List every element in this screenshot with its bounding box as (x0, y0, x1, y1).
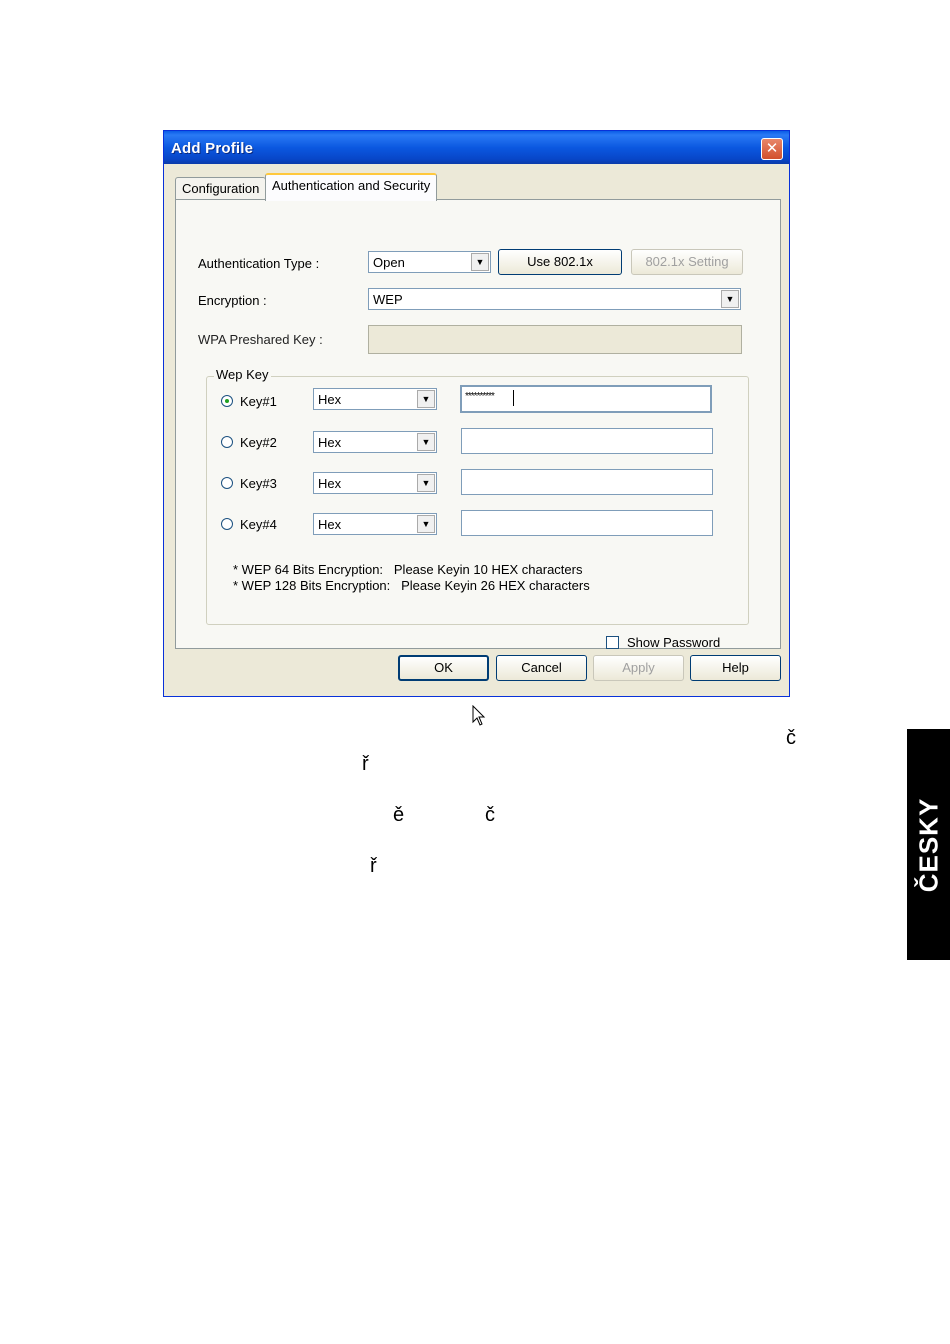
key4-format-select[interactable] (313, 513, 437, 535)
show-password-label: Show Password (627, 635, 721, 650)
wpa-preshared-key-input[interactable] (368, 325, 742, 354)
chevron-down-icon[interactable]: ▼ (417, 474, 435, 492)
apply-button[interactable]: Apply (593, 655, 684, 681)
key2-label: Key#2 (240, 435, 277, 450)
close-icon: ✕ (765, 140, 779, 157)
tab-authentication-security[interactable]: Authentication and Security (265, 173, 437, 201)
page-char: ř (362, 753, 369, 775)
dialog-client (167, 164, 786, 695)
key3-label: Key#3 (240, 476, 277, 491)
language-side-tab (907, 729, 950, 960)
page-char: č (786, 727, 796, 749)
key2-format-value: Hex (318, 435, 342, 450)
use-8021x-button[interactable]: Use 802.1x (498, 249, 622, 275)
close-button[interactable] (761, 138, 783, 160)
key3-input[interactable] (461, 469, 713, 495)
wep128-note: * WEP 128 Bits Encryption: Please Keyin 26 HEX characters (233, 578, 590, 593)
encryption-select[interactable] (368, 288, 741, 310)
chevron-down-icon[interactable]: ▼ (721, 290, 739, 308)
key1-format-value: Hex (318, 392, 342, 407)
key1-input[interactable] (460, 385, 712, 413)
show-password-checkbox[interactable] (606, 636, 619, 649)
key4-radio[interactable] (221, 518, 233, 530)
key4-format-value: Hex (318, 517, 342, 532)
title-bar[interactable] (164, 131, 789, 164)
ok-button[interactable]: OK (398, 655, 489, 681)
auth-type-label: Authentication Type : (198, 256, 320, 271)
chevron-down-icon[interactable]: ▼ (471, 253, 489, 271)
key2-radio[interactable] (221, 436, 233, 448)
tab-configuration[interactable]: Configuration (175, 177, 266, 199)
key2-format-select[interactable] (313, 431, 437, 453)
key4-label: Key#4 (240, 517, 277, 532)
key1-radio[interactable] (221, 395, 233, 407)
page-char: ř (370, 855, 377, 877)
wep-key-group-title: Wep Key (216, 367, 269, 382)
encryption-value: WEP (373, 292, 403, 307)
chevron-down-icon[interactable]: ▼ (417, 433, 435, 451)
key1-label: Key#1 (240, 394, 277, 409)
key3-format-select[interactable] (313, 472, 437, 494)
arrow-cursor-icon (472, 705, 486, 727)
key2-input[interactable] (461, 428, 713, 454)
key1-value: ********** (465, 391, 494, 402)
wpa-preshared-key-label: WPA Preshared Key : (198, 332, 323, 347)
chevron-down-icon[interactable]: ▼ (417, 390, 435, 408)
key4-input[interactable] (461, 510, 713, 536)
language-label: ČESKY (913, 797, 943, 892)
auth-type-value: Open (373, 255, 405, 270)
encryption-label: Encryption : (198, 293, 267, 308)
chevron-down-icon[interactable]: ▼ (417, 515, 435, 533)
text-caret (513, 390, 514, 406)
auth-type-select[interactable] (368, 251, 491, 273)
key3-radio[interactable] (221, 477, 233, 489)
wep64-note: * WEP 64 Bits Encryption: Please Keyin 10 HEX characters (233, 562, 583, 577)
page-char: č (485, 804, 495, 826)
add-profile-dialog (163, 130, 790, 697)
dialog-title: Add Profile (171, 140, 254, 157)
cancel-button[interactable]: Cancel (496, 655, 587, 681)
8021x-setting-button[interactable]: 802.1x Setting (631, 249, 743, 275)
key3-format-value: Hex (318, 476, 342, 491)
help-button[interactable]: Help (690, 655, 781, 681)
key1-format-select[interactable] (313, 388, 437, 410)
tab-panel (175, 199, 781, 649)
page-char: ě (393, 804, 405, 826)
